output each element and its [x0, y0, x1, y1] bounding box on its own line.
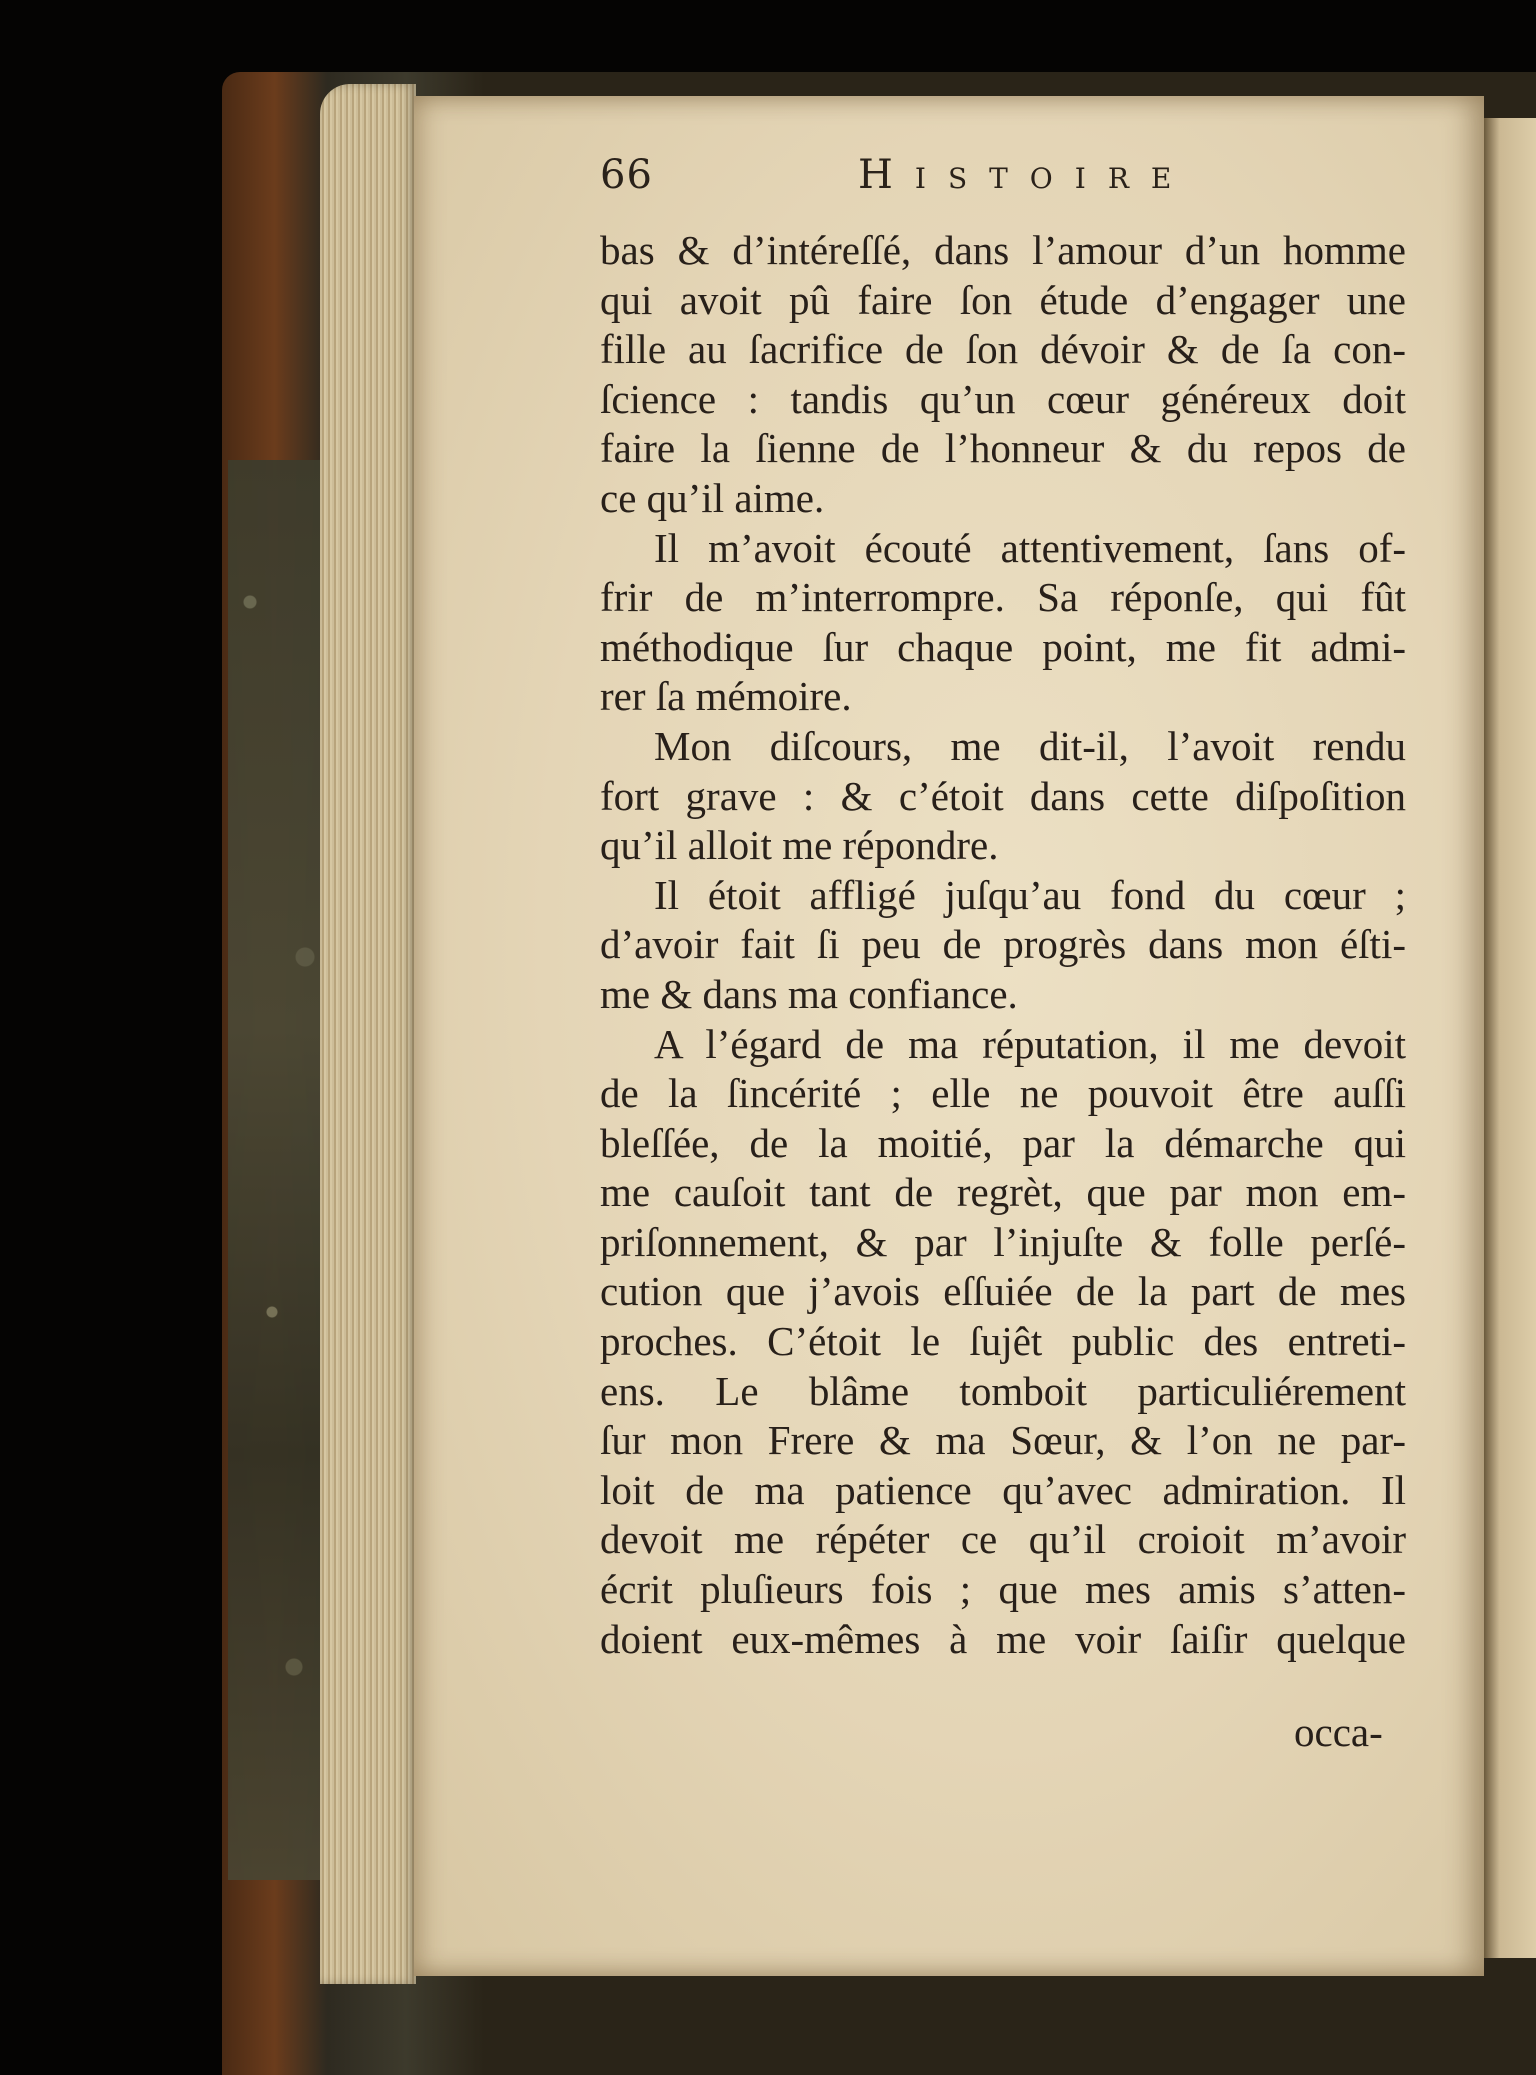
text-line: bas & d’intéreſſé, dans l’amour d’un homme	[600, 227, 1406, 273]
text-line: ſur mon Frere & ma Sœur, & l’on ne par-	[600, 1417, 1406, 1464]
text-line: fille au ſacrifice de ſon dévoir & de ſa con-	[600, 326, 1406, 373]
text-line: d’avoir fait ſi peu de progrès dans mon éſti-	[600, 921, 1406, 968]
body-text	[600, 226, 1406, 1664]
text-line: faire la ſienne de l’honneur & du repos de	[600, 425, 1406, 472]
text-line: qu’il alloit me répondre.	[600, 822, 999, 869]
text-line: ens. Le blâme tomboit particuliérement	[600, 1367, 1406, 1414]
text-line: Il étoit affligé juſqu’au fond du cœur ;	[654, 871, 1406, 918]
text-line: doient eux-mêmes à me voir ſaiſir quelque	[600, 1615, 1406, 1662]
page-header	[600, 152, 1360, 212]
text-line: me cauſoit tant de regrèt, que par mon em-	[600, 1169, 1406, 1216]
text-line: bleſſée, de la moitié, par la démarche qui	[600, 1119, 1406, 1166]
text-line: qui avoit pû faire ſon étude d’engager une	[600, 276, 1406, 323]
text-line: écrit pluſieurs fois ; que mes amis s’atten-	[600, 1566, 1406, 1613]
facing-page-edge	[1484, 118, 1536, 1958]
running-title: Histoire	[858, 152, 1194, 198]
text-line: ce qu’il aime.	[600, 474, 825, 521]
page-edges	[320, 84, 416, 1984]
text-line: frir de m’interrompre. Sa réponſe, qui fût	[600, 574, 1406, 621]
text-line: fort grave : & c’étoit dans cette diſpoſition	[600, 772, 1406, 819]
text-line: ſcience : tandis qu’un cœur généreux doit	[600, 375, 1406, 422]
page-number: 66	[600, 152, 653, 198]
text-line: Il m’avoit écouté attentivement, ſans of-	[654, 524, 1406, 571]
text-line: Mon diſcours, me dit-il, l’avoit rendu	[654, 722, 1406, 769]
text-line: me & dans ma confiance.	[600, 970, 1018, 1017]
text-line: proches. C’étoit le ſujêt public des entreti-	[600, 1318, 1406, 1365]
text-line: méthodique ſur chaque point, me fit admi-	[600, 623, 1406, 670]
text-line: priſonnement, & par l’injuſte & folle perſé-	[600, 1218, 1406, 1265]
text-line: devoit me répéter ce qu’il croioit m’avoir	[600, 1516, 1406, 1563]
text-line: cution que j’avois eſſuiée de la part de mes	[600, 1268, 1406, 1315]
text-line: de la ſincérité ; elle ne pouvoit être auſſi	[600, 1070, 1406, 1117]
text-line: rer ſa mémoire.	[600, 673, 852, 720]
text-line: A l’égard de ma réputation, il me devoit	[654, 1020, 1406, 1067]
text-line: loit de ma patience qu’avec admiration. Il	[600, 1466, 1406, 1513]
catchword: occa-	[1294, 1709, 1383, 1755]
